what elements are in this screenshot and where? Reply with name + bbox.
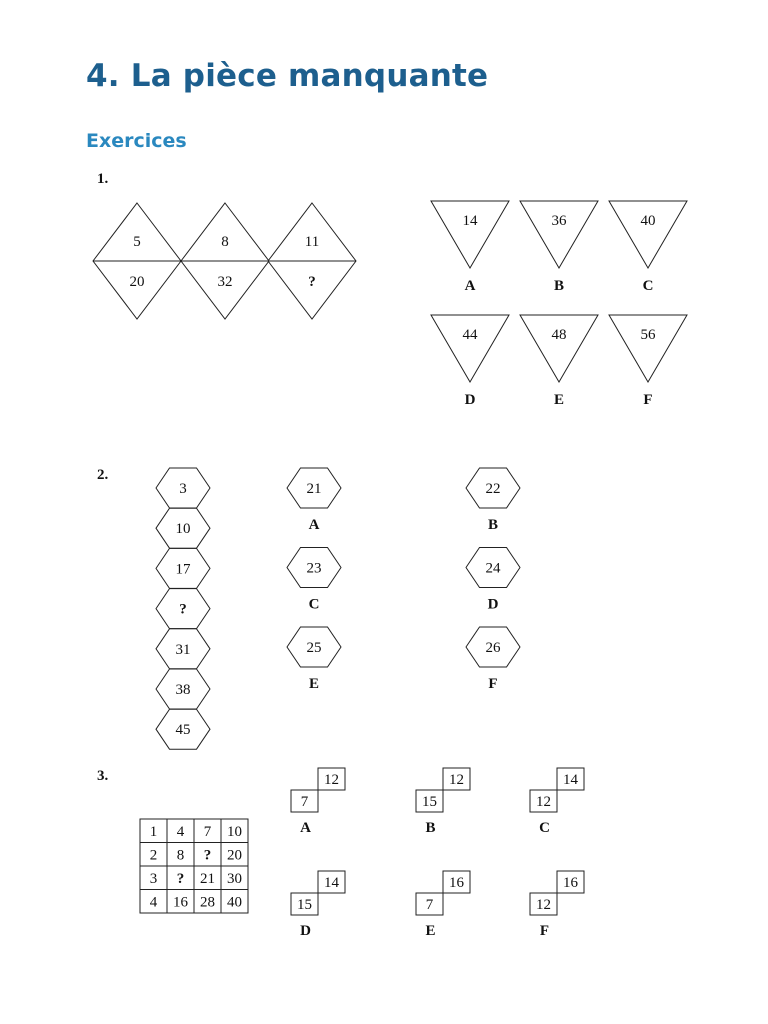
sequence-hexagon-value: ? [179,601,187,618]
grid-cell-value: 28 [200,894,215,911]
grid-cell-value: 4 [176,824,185,840]
grid-cell-value: 1 [149,824,158,840]
option-label: A [308,517,320,533]
option-label: D [487,596,499,613]
sequence-hexagon-value: 45 [175,722,191,739]
sequence-hexagon-value: 10 [175,521,191,538]
option-triangle [520,201,598,268]
option-hexagon-value: 23 [306,560,322,577]
option-label: F [539,923,550,939]
option-label: E [308,676,320,692]
option-label: B [425,820,436,836]
sequence-hexagon-value: 17 [175,561,191,578]
option-hexagon-value: 24 [485,560,501,577]
option-triangle [431,315,509,382]
option-bottom-value: 7 [300,794,309,810]
option-bottom-value: 12 [536,794,551,810]
option-top-value: 16 [449,875,464,891]
diamond-bottom-value: 20 [129,274,145,290]
option-triangle-value: 48 [551,327,567,343]
option-label: E [553,392,565,408]
option-triangle [520,315,598,382]
option-label: A [464,278,476,294]
sequence-hexagon-value: 31 [175,641,191,658]
diamond-top-value: 11 [304,234,320,250]
section-subtitle: Exercices [86,130,187,152]
diamond-top-value: 8 [221,234,229,250]
option-label: B [553,278,565,294]
grid-cell-value: 3 [149,871,158,887]
option-label: F [643,392,653,408]
option-triangle-value: 40 [640,213,656,229]
option-bottom-value: 15 [422,794,437,810]
option-label: F [488,676,498,692]
grid-cell-value: 40 [227,894,242,911]
diamond-top-value: 5 [133,234,141,250]
grid-cell-value: ? [176,871,185,887]
option-triangle-value: 14 [462,213,478,229]
exercise-1-number: 1. [97,171,109,187]
option-hexagon-value: 22 [485,481,501,497]
option-top-value: 14 [563,772,578,788]
option-hexagon-value: 26 [485,640,501,656]
option-label: B [487,517,499,533]
diamond-bottom-value: ? [308,274,316,290]
grid-cell-value: 30 [227,871,242,887]
option-top-value: 14 [324,875,339,891]
grid-cell-value: 7 [203,824,212,840]
page-title: 4. La pièce manquante [86,58,489,94]
option-triangle-value: 56 [640,327,656,343]
option-triangle [431,201,509,268]
option-triangle [609,315,687,382]
option-top-value: 16 [563,875,578,891]
grid-cell-value: 4 [149,894,158,911]
option-bottom-value: 12 [536,897,551,913]
option-label: C [539,820,550,836]
grid-cell-value: 10 [227,824,242,840]
option-triangle-value: 36 [551,213,567,229]
exercise-2-number: 2. [97,467,109,483]
option-bottom-value: 7 [425,897,434,913]
option-hexagon-value: 21 [306,481,322,497]
option-top-value: 12 [324,772,339,788]
option-label: D [300,923,311,939]
option-label: E [425,923,436,939]
option-label: A [300,820,311,836]
option-hexagon-value: 25 [306,640,322,656]
option-triangle [609,201,687,268]
grid-cell-value: 20 [227,847,242,864]
grid-cell-value: 2 [149,847,158,864]
grid-cell-value: ? [203,847,212,864]
grid-cell-value: 16 [173,894,188,911]
option-top-value: 12 [449,772,464,788]
option-label: D [464,392,476,408]
grid-cell-value: 8 [176,847,185,864]
sequence-hexagon-value: 3 [179,481,187,497]
option-label: C [308,596,320,613]
grid-cell-value: 21 [200,871,215,887]
sequence-hexagon-value: 38 [175,682,191,698]
option-triangle-value: 44 [462,327,478,343]
option-bottom-value: 15 [297,897,312,913]
exercise-3-number: 3. [97,768,109,784]
diamond-bottom-value: 32 [217,274,233,290]
option-label: C [642,278,654,294]
